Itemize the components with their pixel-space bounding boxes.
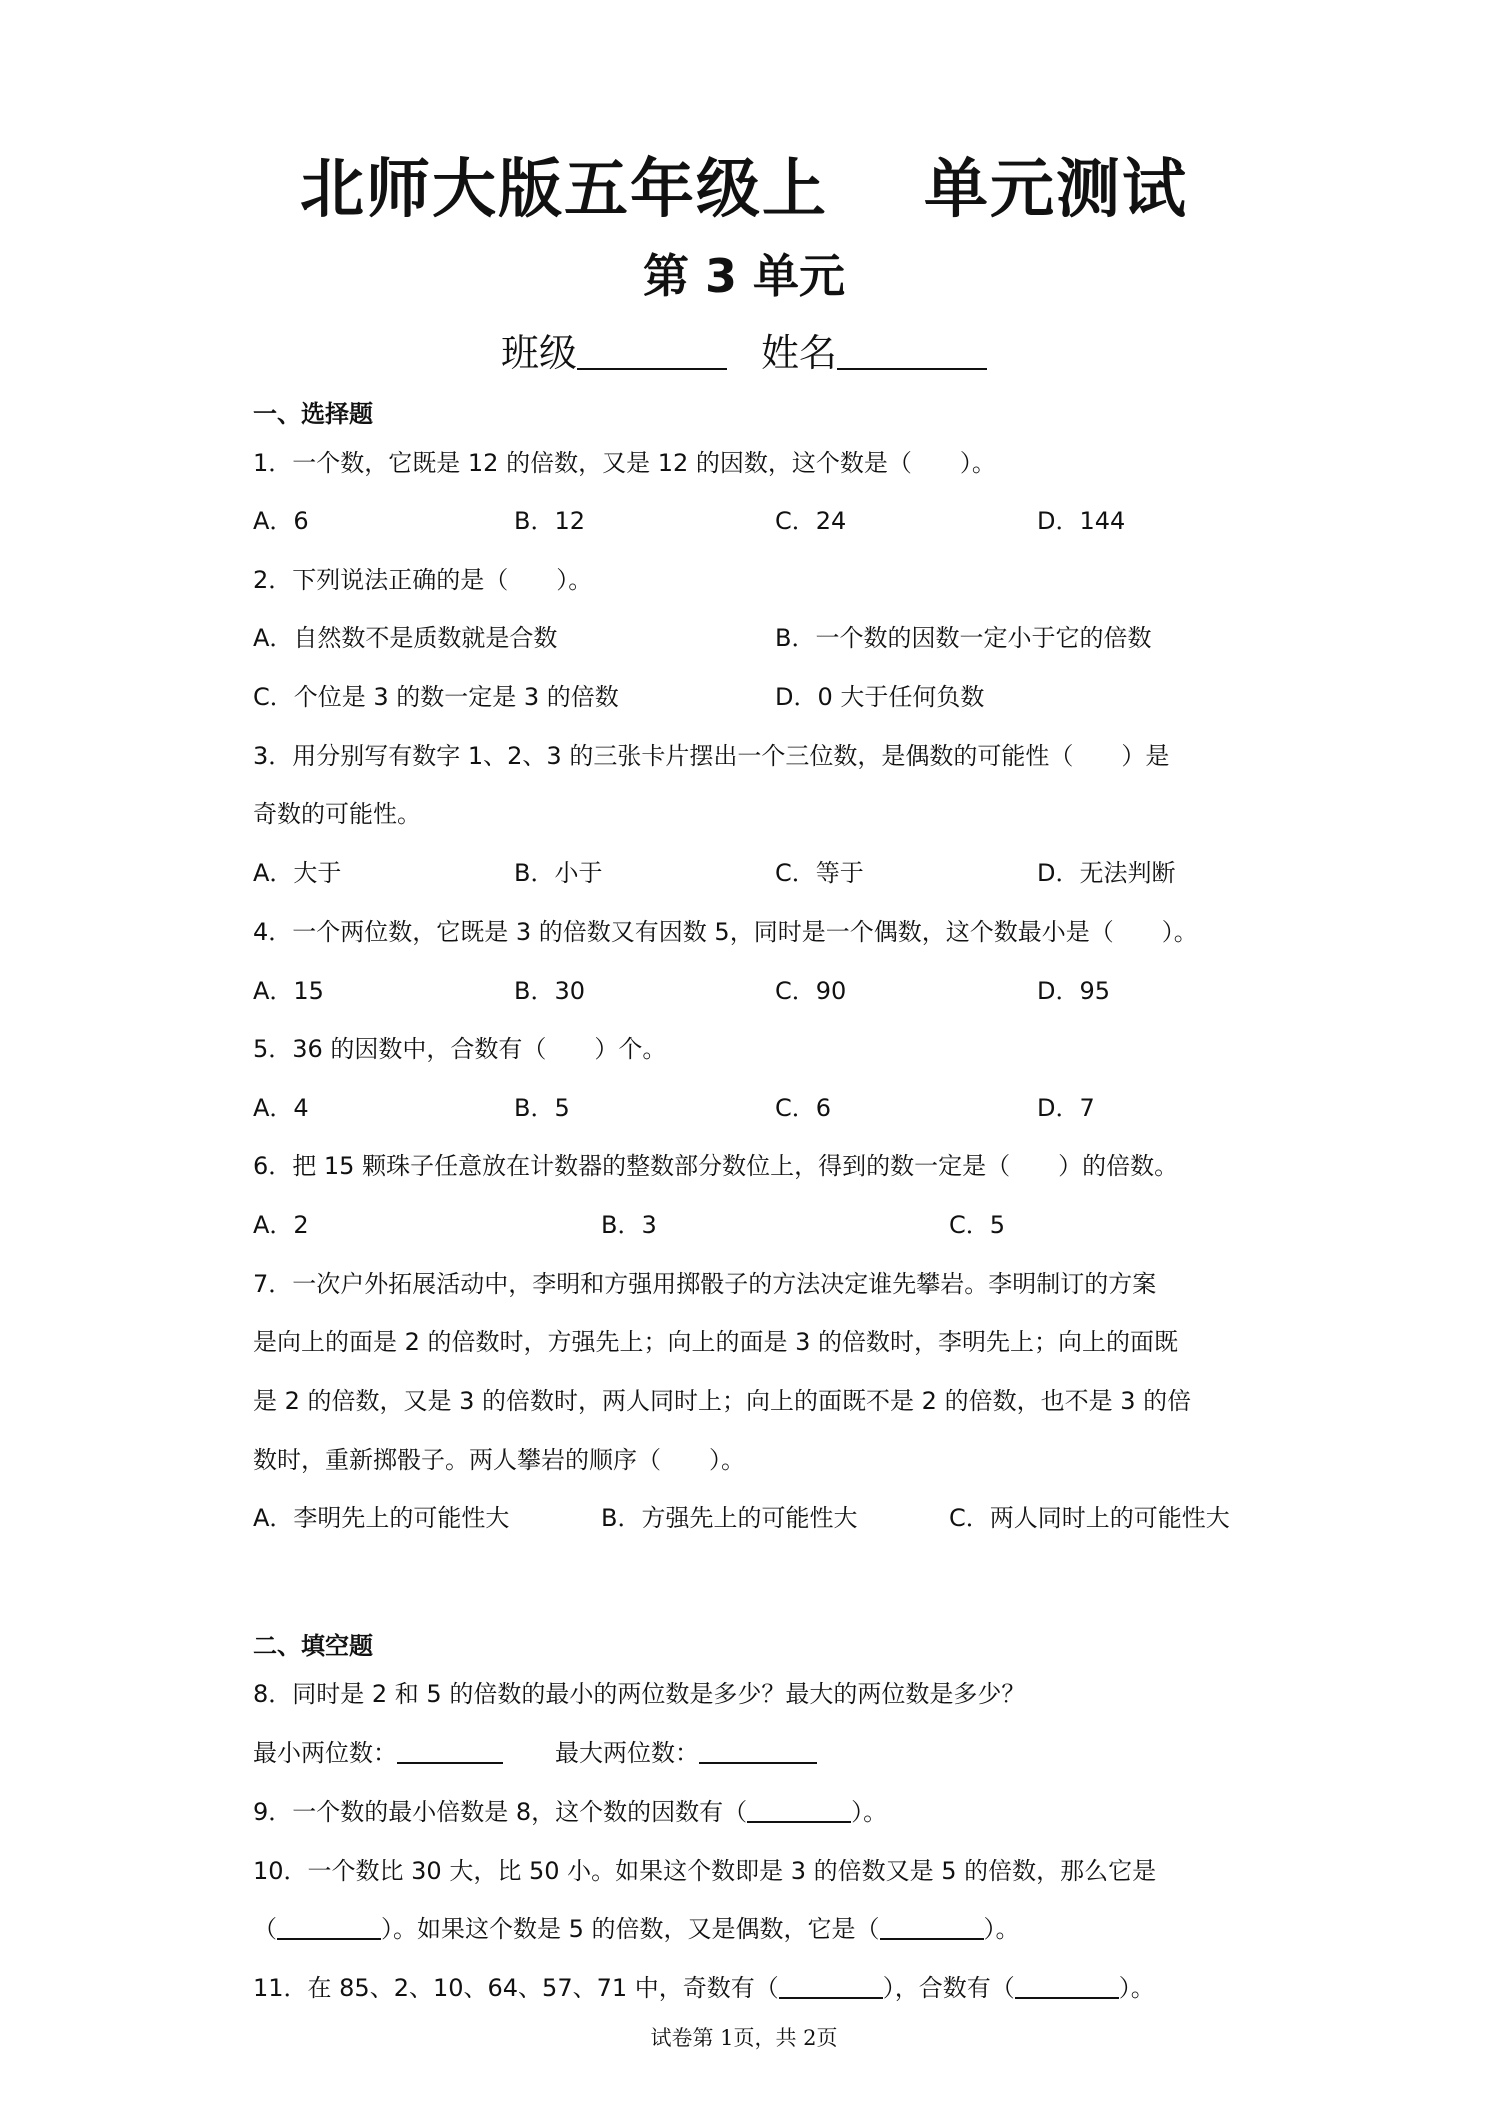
q10-text-2: ）。如果这个数是 5 的倍数，又是偶数，它是（ [381, 1915, 880, 1943]
q3-option-c: C．等于 [775, 859, 864, 887]
class-label: 班级 [500, 331, 577, 375]
q10-blank-2[interactable] [880, 1914, 984, 1940]
q7-option-a: A．李明先上的可能性大 [253, 1504, 510, 1532]
name-row [0, 322, 1488, 377]
q6-option-a: A．2 [253, 1211, 309, 1239]
q5-option-d: D．7 [1037, 1094, 1095, 1122]
q5-option-c: C．6 [775, 1094, 832, 1122]
question-3-line-2: 奇数的可能性。 [253, 800, 421, 828]
question-4: 4．一个两位数，它既是 3 的倍数又有因数 5，同时是一个偶数，这个数最小是（ ）。 [253, 918, 1198, 946]
q8-max-blank[interactable] [699, 1738, 817, 1764]
q5-option-a: A．4 [253, 1094, 309, 1122]
q11-text-1: 11．在 85、2、10、64、57、71 中，奇数有（ [253, 1974, 779, 2002]
question-10-line-1: 10．一个数比 30 大，比 50 小。如果这个数即是 3 的倍数又是 5 的倍数，那么它是 [253, 1857, 1157, 1885]
question-7-line-2: 是向上的面是 2 的倍数时，方强先上；向上的面是 3 的倍数时，李明先上；向上的面既 [253, 1328, 1179, 1356]
q10-text-1: （ [253, 1915, 277, 1943]
question-11 [253, 1968, 1155, 2003]
q1-option-a: A．6 [253, 507, 309, 535]
q6-option-b: B．3 [601, 1211, 657, 1239]
title-left: 北师大版五年级上 [300, 153, 828, 227]
q9-blank[interactable] [747, 1797, 851, 1823]
unit-subtitle: 第 3 单元 [642, 249, 846, 303]
q11-blank-2[interactable] [1015, 1973, 1119, 1999]
q8-answer-row [253, 1733, 817, 1768]
q2-option-d: D．0 大于任何负数 [775, 683, 985, 711]
question-3-line-1: 3．用分别写有数字 1、2、3 的三张卡片摆出一个三位数，是偶数的可能性（ ）是 [253, 742, 1170, 770]
q9-text-1: 9．一个数的最小倍数是 8，这个数的因数有（ [253, 1798, 748, 1826]
question-6: 6．把 15 颗珠子任意放在计数器的整数部分数位上，得到的数一定是（ ）的倍数。 [253, 1152, 1179, 1180]
title-right: 单元测试 [924, 153, 1188, 227]
question-7-line-3: 是 2 的倍数，又是 3 的倍数时，两人同时上；向上的面既不是 2 的倍数，也不是 3 的倍 [253, 1387, 1192, 1415]
question-5: 5．36 的因数中，合数有（ ）个。 [253, 1035, 667, 1063]
q8-min-label: 最小两位数： [253, 1739, 397, 1767]
q3-option-b: B．小于 [514, 859, 603, 887]
name-field[interactable] [837, 332, 987, 370]
q11-blank-1[interactable] [779, 1973, 883, 1999]
class-field[interactable] [577, 332, 727, 370]
section-heading-fill: 二、填空题 [253, 1632, 373, 1660]
q4-option-b: B．30 [514, 977, 586, 1005]
q3-option-d: D．无法判断 [1037, 859, 1176, 887]
q7-option-b: B．方强先上的可能性大 [601, 1504, 858, 1532]
q2-option-a: A．自然数不是质数就是合数 [253, 624, 558, 652]
question-7-line-4: 数时，重新掷骰子。两人攀岩的顺序（ ）。 [253, 1446, 745, 1474]
question-10-line-2 [253, 1909, 1020, 1944]
q4-option-d: D．95 [1037, 977, 1111, 1005]
q2-option-b: B．一个数的因数一定小于它的倍数 [775, 624, 1152, 652]
question-1: 1．一个数，它既是 12 的倍数，又是 12 的因数，这个数是（ ）。 [253, 449, 996, 477]
section-heading-choice: 一、选择题 [253, 400, 373, 428]
q8-min-blank[interactable] [397, 1738, 503, 1764]
q4-option-a: A．15 [253, 977, 324, 1005]
exam-title [0, 138, 1488, 230]
q11-text-3: ）。 [1118, 1974, 1155, 2002]
q1-option-d: D．144 [1037, 507, 1126, 535]
question-2: 2．下列说法正确的是（ ）。 [253, 566, 593, 594]
q1-option-b: B．12 [514, 507, 586, 535]
q9-text-2: ）。 [851, 1798, 888, 1826]
page-footer: 试卷第 1页，共 2页 [650, 2026, 838, 2050]
q10-blank-1[interactable] [277, 1914, 381, 1940]
q1-option-c: C．24 [775, 507, 847, 535]
q11-text-2: ），合数有（ [882, 1974, 1015, 2002]
question-8: 8．同时是 2 和 5 的倍数的最小的两位数是多少？最大的两位数是多少？ [253, 1680, 1026, 1708]
name-label: 姓名 [761, 331, 838, 375]
question-7-line-1: 7．一次户外拓展活动中，李明和方强用掷骰子的方法决定谁先攀岩。李明制订的方案 [253, 1270, 1157, 1298]
q6-option-c: C．5 [949, 1211, 1006, 1239]
question-9 [253, 1792, 887, 1827]
q2-option-c: C．个位是 3 的数一定是 3 的倍数 [253, 683, 619, 711]
q7-option-c: C．两人同时上的可能性大 [949, 1504, 1230, 1532]
q4-option-c: C．90 [775, 977, 847, 1005]
q3-option-a: A．大于 [253, 859, 342, 887]
q8-max-label: 最大两位数： [555, 1739, 699, 1767]
q10-text-3: ）。 [983, 1915, 1020, 1943]
q5-option-b: B．5 [514, 1094, 570, 1122]
